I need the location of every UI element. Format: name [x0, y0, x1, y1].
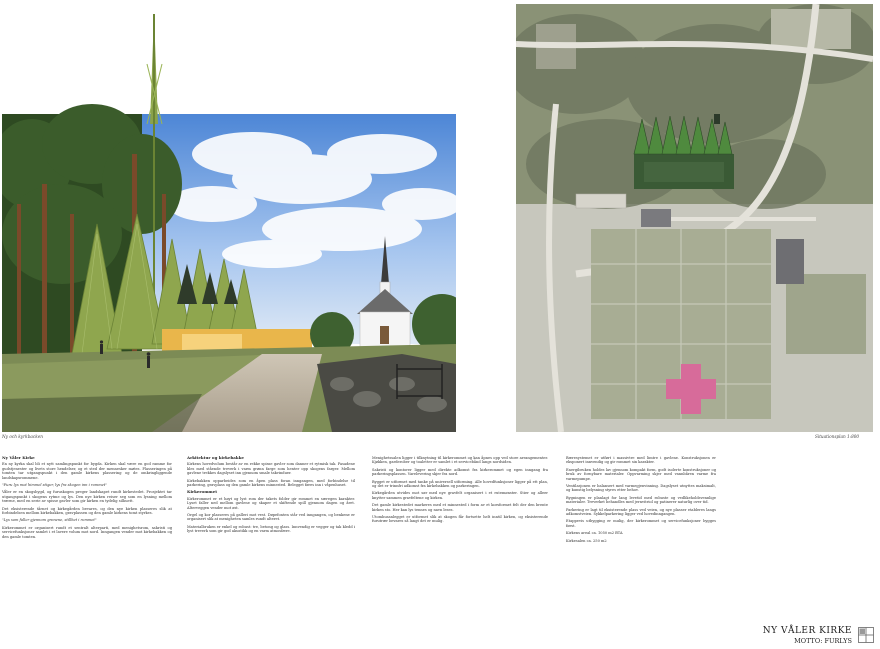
text-column-2 [187, 456, 355, 537]
column-2-subheading: Kirkerommet [187, 489, 218, 495]
paragraph: Kirkegården utvides mot sør med nye gravfelt organisert i et rutemønster. Stier og alleer knytter sammen gravfeltene og kirken. [372, 491, 548, 500]
site-plan-image [516, 4, 873, 432]
text-column-4 [566, 456, 716, 546]
grid-logo-icon [858, 627, 874, 643]
paragraph: Sakristi og kontorer ligger med direkte adkomst fra kirkerommet og egen inngang fra parkeringsplassen. Varelevering skjer fra nord. [372, 467, 548, 477]
paragraph: Kirkens hovedvolum består av en rekke spisse gavler som danner et rytmisk tak. Fasadene kles med stående treverk i varm grønn farge som henter opp skogens farger. Mellom gavlene trekkes dagslyset inn gjennom smale takvinduer. [187, 462, 355, 476]
paragraph: Menighetssalen ligger i tilknytning til kirkerommet og kan åpnes opp ved store arrangementer. Kjøkken, garderober og toaletter er samlet i et servicebånd langs nordsiden. [372, 456, 548, 465]
text-column-3 [372, 456, 548, 527]
paragraph: Ventilasjonen er balansert med varmegjenvinning. Dagslyset utnyttes maksimalt, og kunstig belysning styres etter behov. [566, 484, 716, 493]
area-note: Kirkesalen ca. 250 m2 [566, 538, 607, 543]
quote: "Lys som faller gjennom grenene, stillhet i rommet" [2, 518, 97, 523]
paragraph: Kirkerommet er et høyt og lyst rom der takets folder gir rommet en særegen karakter. Lyset faller ned mellom gavlene og skaper et skiftende spill gjennom dagen og året. Alterveggen vender mot øst. [187, 496, 355, 510]
paragraph: Det eksisterende tårnet og kirkegården bevares, og den nye kirken plasseres slik at forbindelsen mellom kirkebakken, gravplassen og den gamle kirkens tomt styrkes. [2, 506, 172, 516]
paragraph: Bygningen er planlagt for lang levetid med robuste og vedlikeholdsvennlige materialer. Treverket behandles med jernvitriol og patinerer naturlig over tid. [566, 495, 716, 505]
quote: "Furu lys mot himmel stiger, lys fra skogen inn i rommet" [2, 483, 107, 488]
paragraph: Bæresystemet er utført i massivtre med limtre i gavlene. Konstruksjonen er eksponert innvendig og gir rommet sin karakter. [566, 456, 716, 465]
paragraph: Utomhusanlegget er utformet slik at skogen får fortsette helt inntil kirken, og eksisterende furutrær bevares så langt det er mulig. [372, 515, 548, 524]
paragraph: Materialbruken er enkel og robust: tre, betong og glass. Innvendig er vegger og tak kledd i lyst treverk som gir god akustikk og en varm atmosfære. [187, 524, 355, 534]
paragraph: Bygget er utformet med tanke på universell utforming. Alle hovedfunksjoner ligger på ett plan, og det er trinnfri adkomst fra kirkebakken og parkeringen. [372, 479, 548, 489]
paragraph: Parkering er lagt til eksisterende plass ved veien, og nye plasser etableres langs adkomstveien. Sykkelparkering ligger ved hovedinngangen. [566, 507, 716, 517]
paragraph: Kirkerommet er organisert rundt et sentralt alterparti, med menighetsrom, sakristi og servicefunksjoner samlet i et lavere volum mot nord. Inngangen vender mot kirkebakken og den gamle tomten. [2, 525, 172, 539]
area-note: Kirkens areal ca. 1050 m2 BTA [566, 531, 623, 536]
project-title: NY VÅLER KIRKE [762, 626, 852, 636]
text-column-1 [2, 456, 172, 542]
column-2-heading: Arkitektur og kirkebakke [187, 455, 244, 460]
paragraph: Kirkebakken opparbeides som en åpen plass foran inngangen, med forbindelse til parkering, gravplass og den gamle kirkens minnested. Belegget føres inn i våpenhuset. [187, 478, 355, 488]
paragraph: Etappevis utbygging er mulig, der kirkerommet og servicefunksjoner bygges først. [566, 519, 716, 528]
render-caption: Ny och kyrkbacken [2, 434, 43, 439]
paragraph: Energibruken holdes lav gjennom kompakt form, godt isolerte konstruksjoner og bruk av fornybare materialer. Oppvarming skjer med vannbåren varme fra varmepumpe. [566, 467, 716, 481]
paragraph: En ny kyrka skal bli et nytt samlingspunkt for bygda. Kirken skal være en god ramme for gudstjenester og livets store hendelser, og et sted der mennesker møtes. Plasseringen på tomten tar utgangspunkt i den gamle kirkens plassering og de omkringliggende landskapsrommene. [2, 462, 172, 480]
paragraph: Våler er en skogsbygd, og furuskogen preger landskapet rundt kirkestedet. Prosjektet tar utgangspunkt i skogens rytme og lys. Den nye kirken reiser seg som en lysning mellom trærne, med en serie av spisse gavler som gir kirken en tydelig silhuett. [2, 490, 172, 504]
paragraph: Det gamle kirkestedet markeres med et minnested i form av et korsformet felt der den brente kirken sto. Her kan lys tennes og navn leses. [372, 503, 548, 512]
church-render-image [2, 4, 456, 432]
site-plan-caption: Situationsplan 1:800 [815, 434, 860, 439]
paragraph: Orgel og kor plasseres på galleri mot vest. Døpefonten står ved inngangen, og benkene er organisert slik at menigheten samles rundt alteret. [187, 513, 355, 522]
project-motto: MOTTO: FURLYS [794, 637, 852, 645]
column-1-heading: Ny Våler Kirke [2, 455, 35, 460]
